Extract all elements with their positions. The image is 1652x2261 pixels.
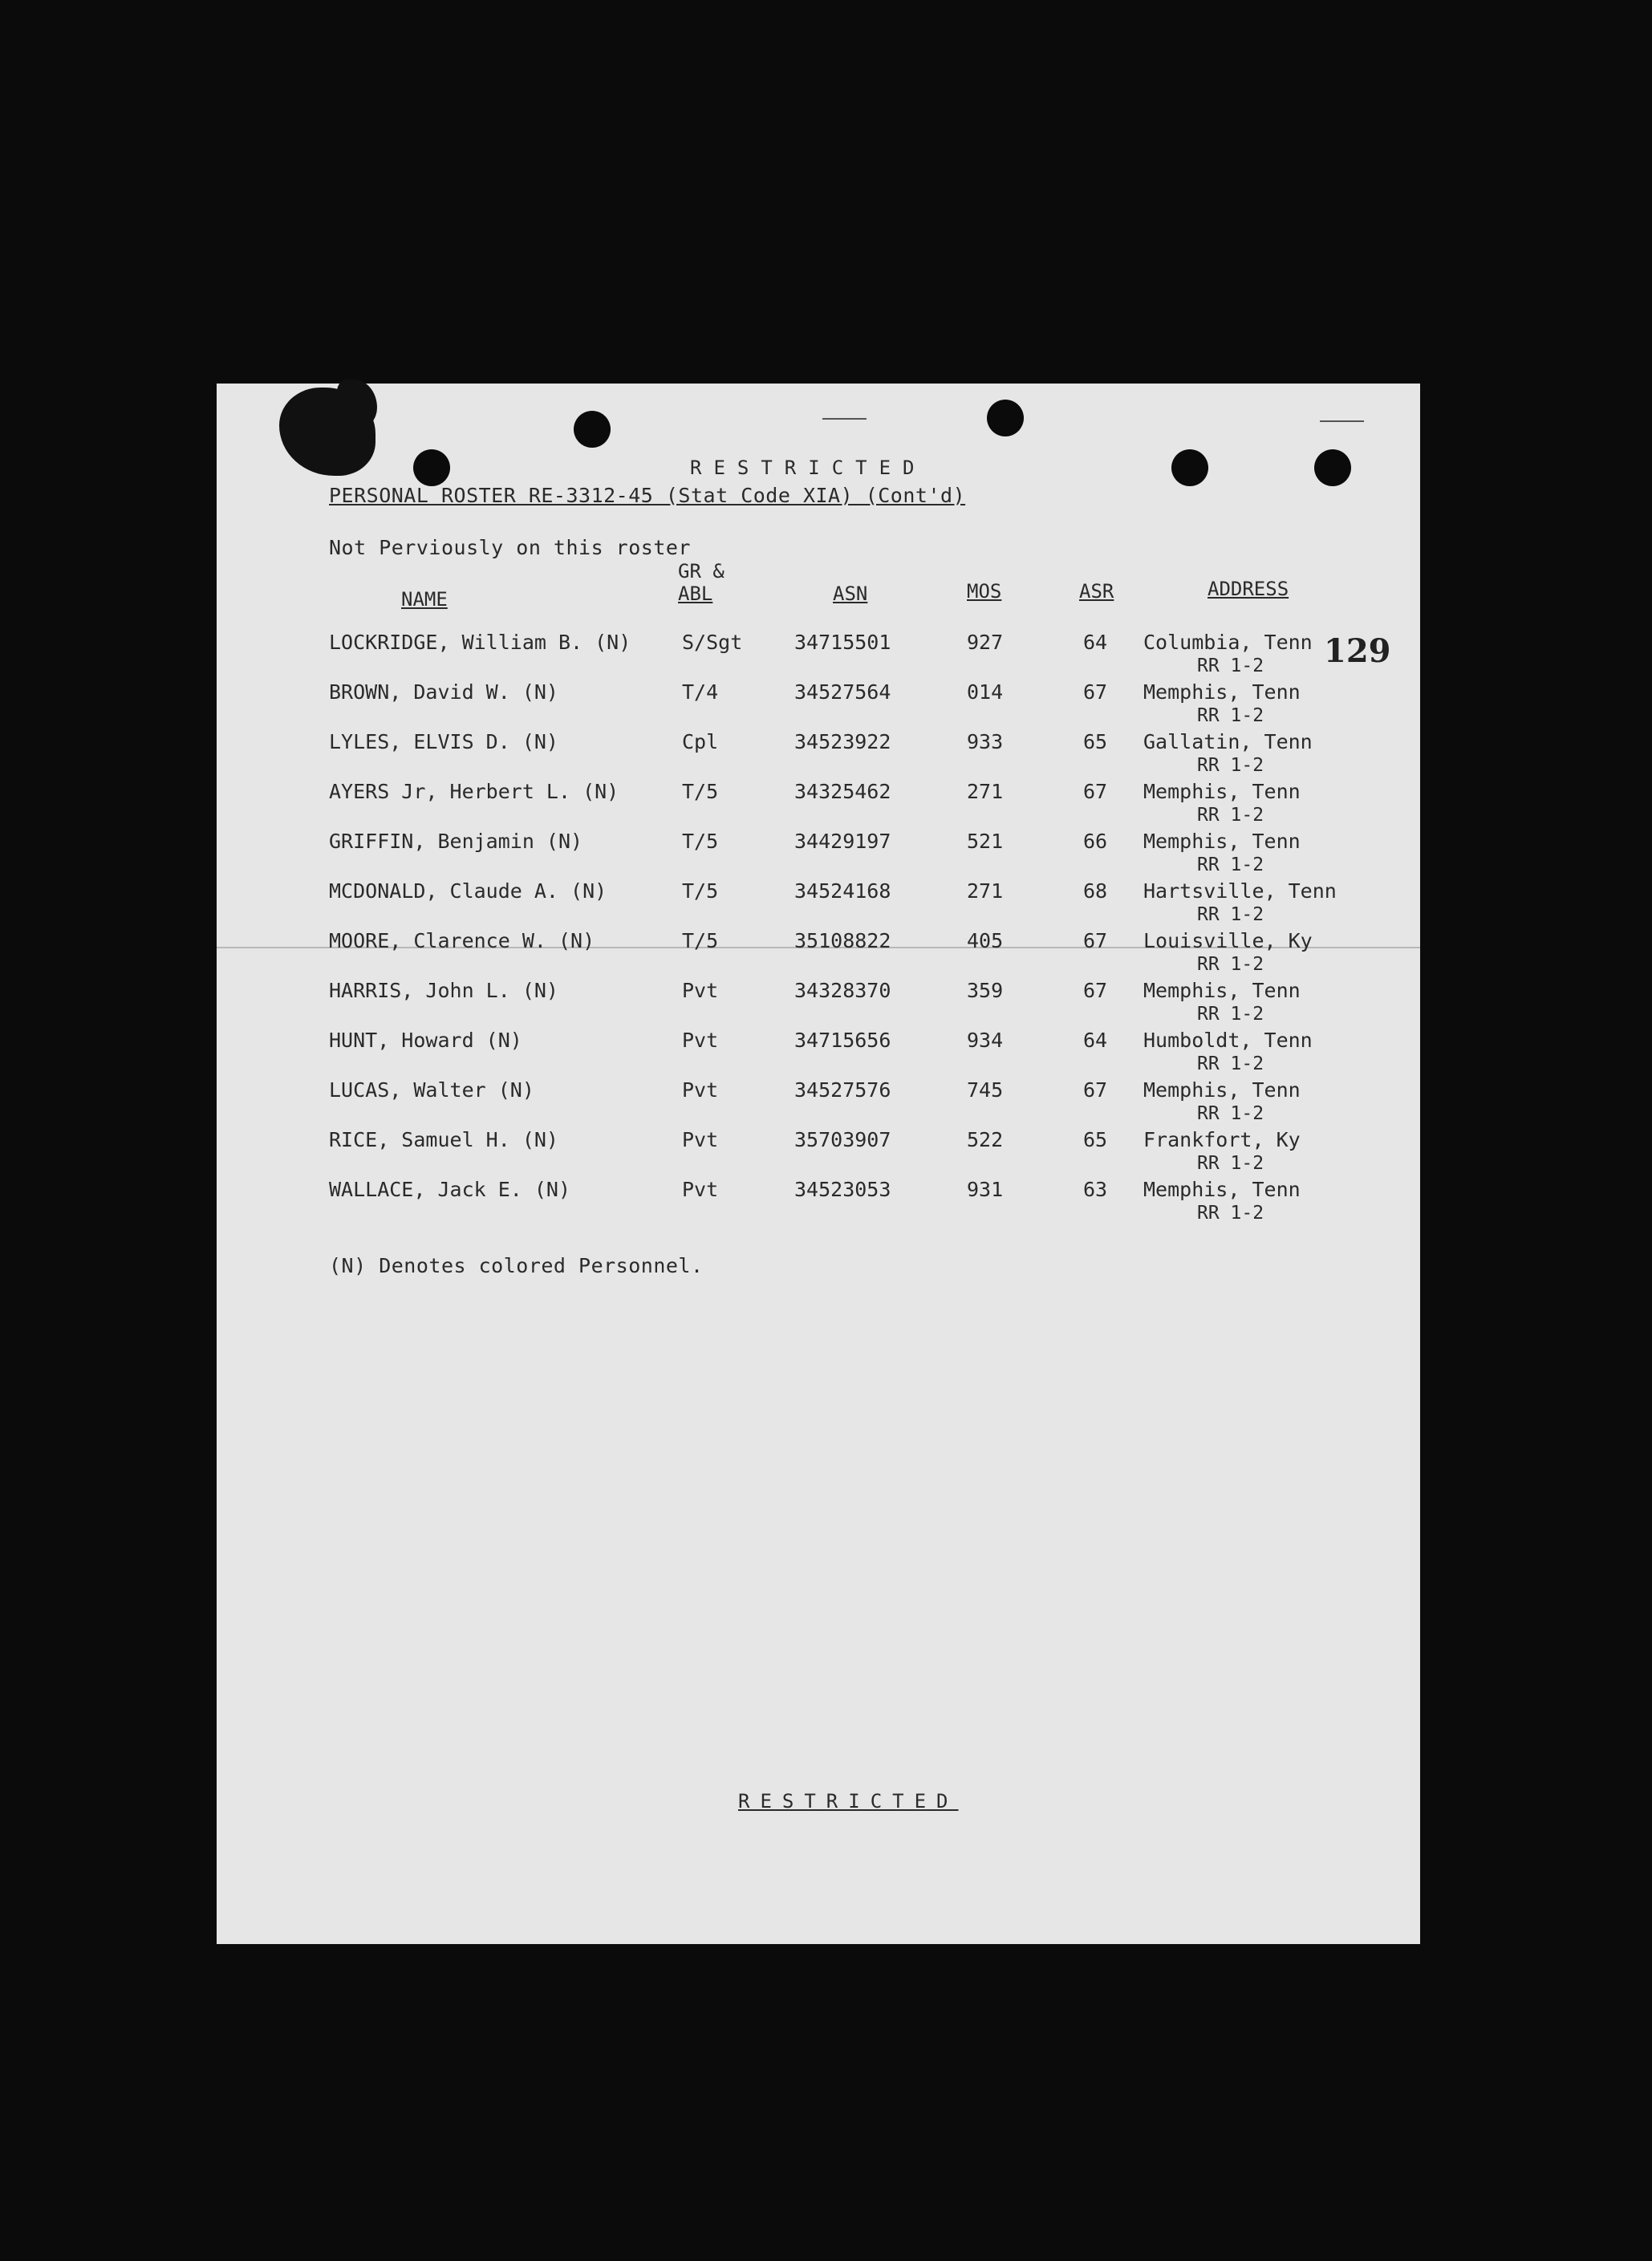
row-mos: 934 [967, 1029, 1004, 1052]
row-name: MCDONALD, Claude A. (N) [329, 879, 607, 903]
row-asn: 34328370 [794, 979, 891, 1002]
row-grade: S/Sgt [682, 631, 743, 654]
row-address-city: Humboldt, Tenn [1143, 1029, 1313, 1052]
roster-title: PERSONAL ROSTER RE-3312-45 (Stat Code XIA) (Cont'd) [329, 484, 966, 507]
row-grade: Pvt [682, 1128, 719, 1151]
row-asn: 34715501 [794, 631, 891, 654]
torn-corner-stain [337, 380, 377, 428]
row-address-route: RR 1-2 [1197, 656, 1264, 676]
row-address-city: Memphis, Tenn [1143, 1078, 1301, 1102]
row-address-city: Memphis, Tenn [1143, 780, 1301, 803]
row-address-city: Memphis, Tenn [1143, 979, 1301, 1002]
row-asr: 67 [1083, 780, 1108, 803]
row-mos: 522 [967, 1128, 1004, 1151]
row-asr: 64 [1083, 631, 1108, 654]
row-asr: 67 [1083, 979, 1108, 1002]
row-grade: Pvt [682, 1029, 719, 1052]
row-name: LYLES, ELVIS D. (N) [329, 730, 558, 753]
row-address-route: RR 1-2 [1197, 1203, 1264, 1224]
page-number: 129 [1324, 632, 1391, 670]
row-mos: 745 [967, 1078, 1004, 1102]
row-asn: 34527564 [794, 680, 891, 704]
punch-hole [1314, 449, 1351, 486]
row-address-city: Columbia, Tenn [1143, 631, 1313, 654]
staple-mark [822, 418, 867, 420]
classification-footer: RESTRICTED [738, 1790, 959, 1812]
row-asn: 34523922 [794, 730, 891, 753]
row-asn: 34715656 [794, 1029, 891, 1052]
row-mos: 933 [967, 730, 1004, 753]
roster-subtitle: Not Perviously on this roster [329, 536, 691, 559]
row-name: HARRIS, John L. (N) [329, 979, 558, 1002]
row-name: AYERS Jr, Herbert L. (N) [329, 780, 619, 803]
row-asn: 35703907 [794, 1128, 891, 1151]
row-address-route: RR 1-2 [1197, 854, 1264, 875]
row-address-route: RR 1-2 [1197, 1053, 1264, 1074]
row-address-route: RR 1-2 [1197, 705, 1264, 726]
row-asn: 34429197 [794, 830, 891, 853]
row-address-route: RR 1-2 [1197, 755, 1264, 776]
row-name: MOORE, Clarence W. (N) [329, 929, 595, 952]
row-mos: 927 [967, 631, 1004, 654]
column-header-grade-line2: ABL [678, 583, 713, 605]
row-asr: 65 [1083, 730, 1108, 753]
row-mos: 271 [967, 879, 1004, 903]
row-address-city: Hartsville, Tenn [1143, 879, 1337, 903]
punch-hole [1171, 449, 1208, 486]
row-address-route: RR 1-2 [1197, 1103, 1264, 1124]
row-mos: 521 [967, 830, 1004, 853]
column-header-address: ADDRESS [1208, 578, 1289, 600]
row-name: BROWN, David W. (N) [329, 680, 558, 704]
punch-hole [987, 400, 1024, 436]
column-header-asr: ASR [1079, 580, 1114, 603]
row-address-route: RR 1-2 [1197, 1004, 1264, 1025]
row-address-city: Frankfort, Ky [1143, 1128, 1301, 1151]
punch-hole [574, 411, 611, 448]
row-address-city: Memphis, Tenn [1143, 1178, 1301, 1201]
row-name: WALLACE, Jack E. (N) [329, 1178, 571, 1201]
row-asn: 34325462 [794, 780, 891, 803]
row-asr: 67 [1083, 1078, 1108, 1102]
row-address-city: Memphis, Tenn [1143, 680, 1301, 704]
row-grade: T/5 [682, 780, 719, 803]
row-name: RICE, Samuel H. (N) [329, 1128, 558, 1151]
row-mos: 014 [967, 680, 1004, 704]
row-asn: 34524168 [794, 879, 891, 903]
row-mos: 271 [967, 780, 1004, 803]
column-header-asn: ASN [833, 583, 868, 605]
staple-mark [1320, 420, 1364, 422]
row-grade: T/5 [682, 879, 719, 903]
column-header-mos: MOS [967, 580, 1002, 603]
row-grade: T/4 [682, 680, 719, 704]
row-asn: 35108822 [794, 929, 891, 952]
row-mos: 405 [967, 929, 1004, 952]
document-page [217, 384, 1420, 1944]
punch-hole [413, 449, 450, 486]
row-address-route: RR 1-2 [1197, 805, 1264, 826]
classification-header: RESTRICTED [690, 457, 927, 479]
row-address-route: RR 1-2 [1197, 1153, 1264, 1174]
row-asn: 34523053 [794, 1178, 891, 1201]
row-asr: 67 [1083, 929, 1108, 952]
footnote: (N) Denotes colored Personnel. [329, 1254, 704, 1277]
column-header-name: NAME [401, 588, 448, 611]
row-grade: Pvt [682, 979, 719, 1002]
row-asn: 34527576 [794, 1078, 891, 1102]
row-address-route: RR 1-2 [1197, 954, 1264, 975]
row-grade: T/5 [682, 830, 719, 853]
row-asr: 67 [1083, 680, 1108, 704]
row-mos: 359 [967, 979, 1004, 1002]
row-grade: T/5 [682, 929, 719, 952]
row-name: GRIFFIN, Benjamin (N) [329, 830, 583, 853]
row-asr: 66 [1083, 830, 1108, 853]
row-grade: Pvt [682, 1078, 719, 1102]
row-grade: Cpl [682, 730, 719, 753]
row-address-city: Louisville, Ky [1143, 929, 1313, 952]
row-asr: 68 [1083, 879, 1108, 903]
row-address-city: Gallatin, Tenn [1143, 730, 1313, 753]
row-address-city: Memphis, Tenn [1143, 830, 1301, 853]
column-header-grade-line1: GR & [678, 560, 725, 583]
row-grade: Pvt [682, 1178, 719, 1201]
row-name: LUCAS, Walter (N) [329, 1078, 534, 1102]
row-asr: 64 [1083, 1029, 1108, 1052]
row-asr: 65 [1083, 1128, 1108, 1151]
row-address-route: RR 1-2 [1197, 904, 1264, 925]
row-asr: 63 [1083, 1178, 1108, 1201]
row-mos: 931 [967, 1178, 1004, 1201]
row-name: HUNT, Howard (N) [329, 1029, 522, 1052]
row-name: LOCKRIDGE, William B. (N) [329, 631, 631, 654]
